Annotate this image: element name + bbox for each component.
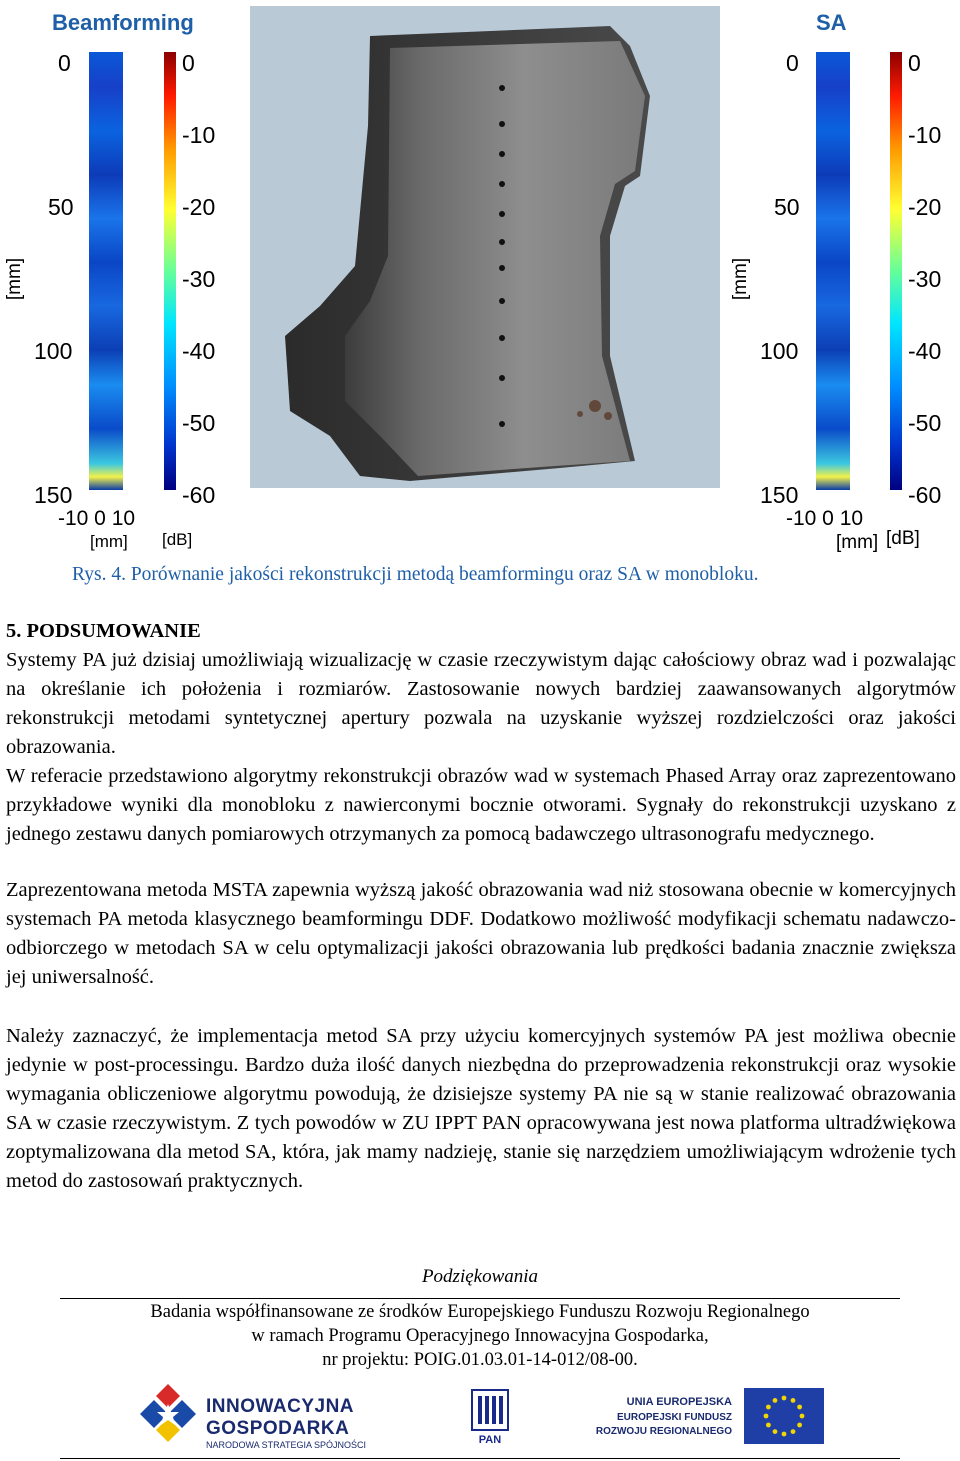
- funding-logos: [60, 1380, 900, 1456]
- db-colorbar: [164, 52, 176, 490]
- bottom-divider: [60, 1458, 900, 1459]
- depth-tick: 50: [774, 194, 800, 220]
- ig-line2: GOSPODARKA: [206, 1418, 350, 1439]
- eu-line3: ROZWOJU REGIONALNEGO: [595, 1426, 732, 1437]
- eu-line2: EUROPEJSKI FUNDUSZ: [616, 1412, 732, 1423]
- db-tick: 0: [908, 50, 921, 76]
- db-tick: -40: [182, 338, 216, 364]
- eu-line1: UNIA EUROPEJSKA: [626, 1396, 732, 1408]
- depth-unit-label: [mm]: [730, 257, 752, 301]
- db-tick: -20: [182, 194, 216, 220]
- db-tick: -30: [908, 266, 942, 292]
- db-colorbar: [890, 52, 902, 490]
- lateral-ticks: -10 0 10: [58, 507, 136, 530]
- ippt-emblem-icon: [470, 1388, 510, 1432]
- depth-tick: 150: [34, 482, 73, 508]
- paragraph: Systemy PA już dzisiaj umożliwiają wizualizację w czasie rzeczywistym dając całościowy obraz wad i pozwalając na określanie ich położenia i rozmiarów. Zastosowanie nowych bardziej zaawansowanych algorytmów rekonstrukcji metodami syntetycznej apertury pozwala na uzyskanie wyższej rozdzielczości oraz jakości obrazowania.: [6, 649, 956, 758]
- section-heading: 5. PODSUMOWANIE: [6, 620, 201, 642]
- acknowledgements-line: Badania współfinansowane ze środków Europejskiego Funduszu Rozwoju Regionalnego: [150, 1302, 810, 1322]
- depth-tick: 100: [760, 338, 799, 364]
- sa-title: SA: [816, 10, 847, 35]
- depth-tick: 100: [34, 338, 73, 364]
- pan-label: PAN: [478, 1434, 502, 1446]
- figure-caption: Rys. 4. Porównanie jakości rekonstrukcji metodą beamformingu oraz SA w monobloku.: [72, 564, 759, 585]
- acknowledgements-line: w ramach Programu Operacyjnego Innowacyjna Gospodarka,: [251, 1326, 709, 1346]
- paragraph: W referacie przedstawiono algorytmy rekonstrukcji obrazów wad w systemach Phased Array oraz zaprezentowano przykładowe wyniki dla monobloku z nawierconymi bocznie otworami. Sygnały do rekonstrukcji uzyskano z jednego zestawu danych pomiarowych otrzymanych za pomocą badawczego ultrasonografu medycznego.: [6, 765, 956, 845]
- steel-block-image: [250, 6, 720, 488]
- ig-line3: NARODOWA STRATEGIA SPÓJNOŚCI: [206, 1440, 367, 1450]
- sa-image-strip: [816, 52, 850, 490]
- eu-flag-icon: [744, 1388, 824, 1444]
- depth-tick: 150: [760, 482, 799, 508]
- db-tick: 0: [182, 50, 195, 76]
- db-tick: -20: [908, 194, 942, 220]
- innowacyjna-gospodarka-logo: [138, 1380, 398, 1456]
- paragraph: Zaprezentowana metoda MSTA zapewnia wyższą jakość obrazowania wad niż stosowana obecnie w komercyjnych systemach PA metoda klasycznego beamformingu DDF. Dodatkowo możliwość modyfikacji schematu nadawczo-odbiorczego w metodach SA w celu optymalizacji jakości obrazowania lub prędkości badania znacznie zwiększa jej uniwersalność.: [6, 879, 956, 988]
- depth-tick: 50: [48, 194, 74, 220]
- lateral-unit-label: [mm]: [836, 532, 879, 553]
- db-tick: -40: [908, 338, 942, 364]
- ippt-pan-logo: [470, 1388, 510, 1452]
- db-unit-label: [dB]: [162, 530, 193, 549]
- db-tick: -30: [182, 266, 216, 292]
- lateral-unit-label: [mm]: [90, 532, 128, 551]
- beamforming-image-strip: [89, 52, 123, 490]
- db-unit-label: [dB]: [886, 528, 920, 549]
- ig-line1: INNOWACYJNA: [206, 1396, 355, 1417]
- eu-logo: [595, 1388, 824, 1448]
- depth-unit-label: [mm]: [4, 257, 26, 301]
- db-tick: -10: [908, 122, 942, 148]
- acknowledgements-title: Podziękowania: [421, 1266, 539, 1287]
- db-tick: -60: [182, 482, 216, 508]
- sa-panel: [730, 0, 960, 560]
- depth-tick: 0: [58, 50, 71, 76]
- beamforming-panel: [0, 0, 230, 560]
- db-tick: -50: [908, 410, 942, 436]
- db-tick: -60: [908, 482, 942, 508]
- divider: [60, 1298, 900, 1299]
- beamforming-title: Beamforming: [52, 10, 194, 35]
- ig-emblem-icon: [138, 1382, 200, 1454]
- db-tick: -50: [182, 410, 216, 436]
- acknowledgements-line: nr projektu: POIG.01.03.01-14-012/08-00.: [322, 1350, 638, 1370]
- depth-tick: 0: [786, 50, 799, 76]
- db-tick: -10: [182, 122, 216, 148]
- specimen-photo: [250, 6, 720, 488]
- paragraph: Należy zaznaczyć, że implementacja metod SA przy użyciu komercyjnych systemów PA jest możliwa obecnie jedynie w post-processingu. Bardzo duża ilość danych niezbędna do przeprowadzenia rekonstrukcji oraz wysokie wymagania obliczeniowe algorytmu powodują, że dzisiejsze systemy PA nie są w stanie realizować obrazowania SA w czasie rzeczywistym. Z tych powodów w ZU IPPT PAN opracowywana jest nowa platforma ultradźwiękowa zoptymalizowana dla metod SA, która, jak mamy nadzieję, stanie się narzędziem umożliwiającym wdrożenie tych metod do zastosowań praktycznych.: [6, 1025, 956, 1192]
- figure: [0, 0, 960, 560]
- lateral-ticks: -10 0 10: [786, 507, 864, 530]
